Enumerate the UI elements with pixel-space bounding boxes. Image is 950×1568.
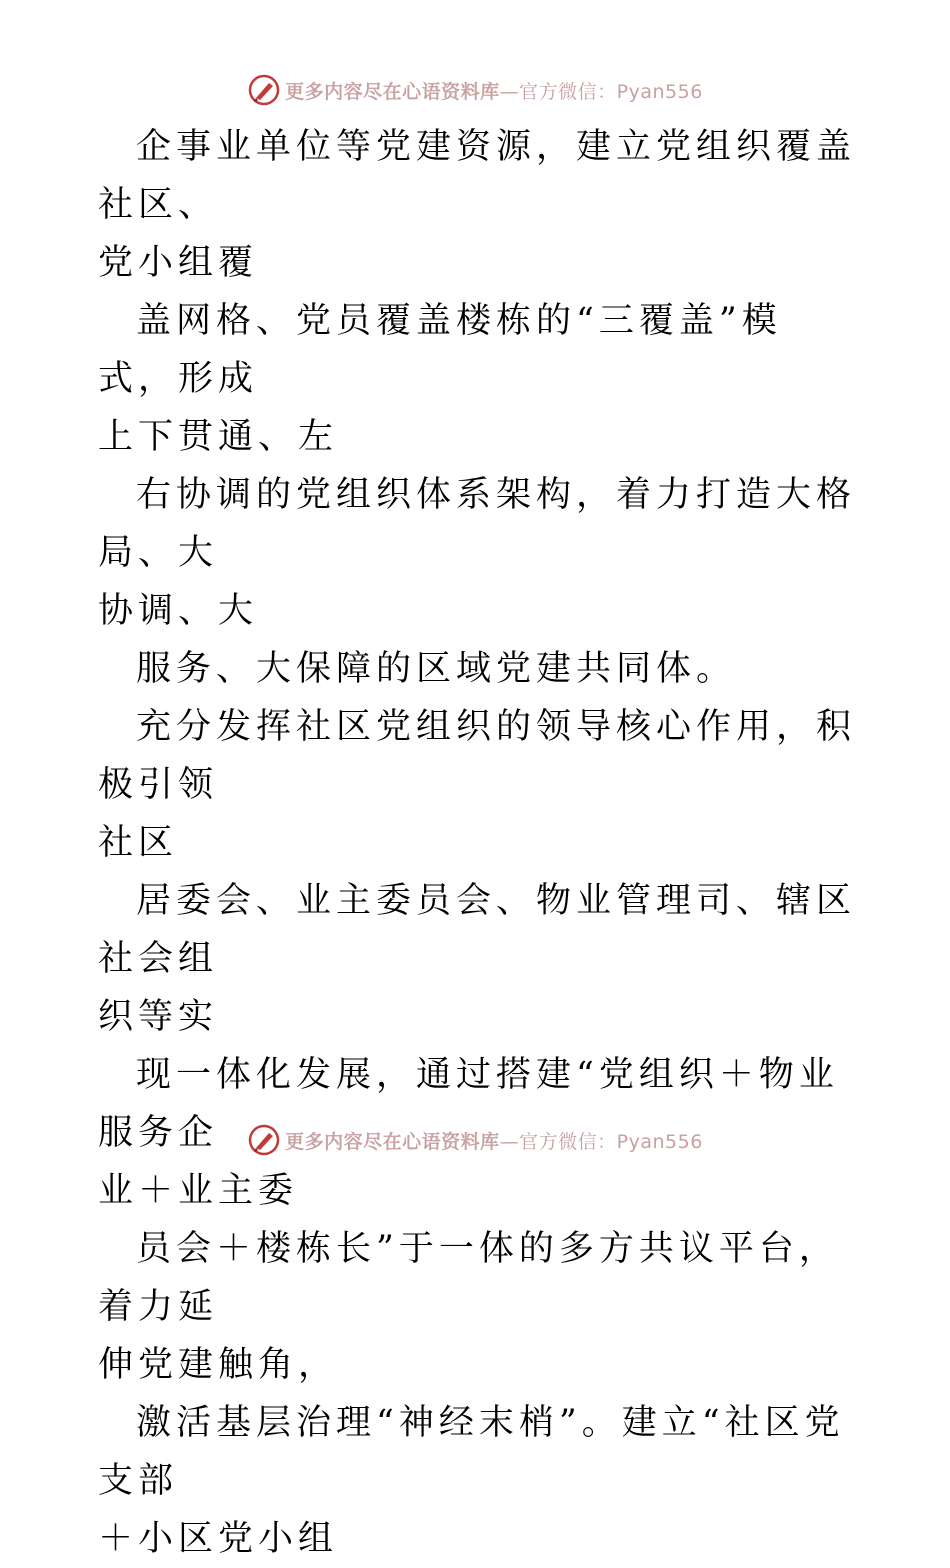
paragraph: 盖网格、党员覆盖楼栋的“三覆盖”模式，形成 上下贯通、左 — [98, 301, 782, 457]
document-body — [98, 118, 858, 1568]
paragraph: 充分发挥社区党组织的领导核心作用，积极引领 社区 — [98, 707, 857, 863]
watermark-text: 更多内容尽在心语资料库—官方微信：Pyan556 — [285, 1130, 703, 1153]
watermark-footer — [0, 1120, 950, 1160]
pen-logo-icon — [247, 1123, 281, 1157]
paragraph: 居委会、业主委员会、物业管理司、辖区社会组 织等实 — [98, 881, 857, 1037]
watermark-header — [0, 70, 950, 110]
paragraph: 员会＋楼栋长”于一体的多方共议平台，着力延 伸党建触角， — [98, 1229, 839, 1385]
paragraph: 激活基层治理“神经末梢”。建立“社区党支部 ＋小区党小组 — [98, 1403, 845, 1559]
paragraph: 企事业单位等党建资源，建立党组织覆盖社区、 党小组覆 — [98, 127, 857, 283]
paragraph: 右协调的党组织体系架构，着力打造大格局、大 协调、大 — [98, 475, 857, 631]
paragraph: 服务、大保障的区域党建共同体。 — [136, 649, 737, 689]
pen-logo-icon — [247, 73, 281, 107]
watermark-text: 更多内容尽在心语资料库—官方微信：Pyan556 — [285, 80, 703, 103]
paragraph: 现一体化发展，通过搭建“党组织＋物业服务企 业＋业主委 — [98, 1055, 839, 1211]
